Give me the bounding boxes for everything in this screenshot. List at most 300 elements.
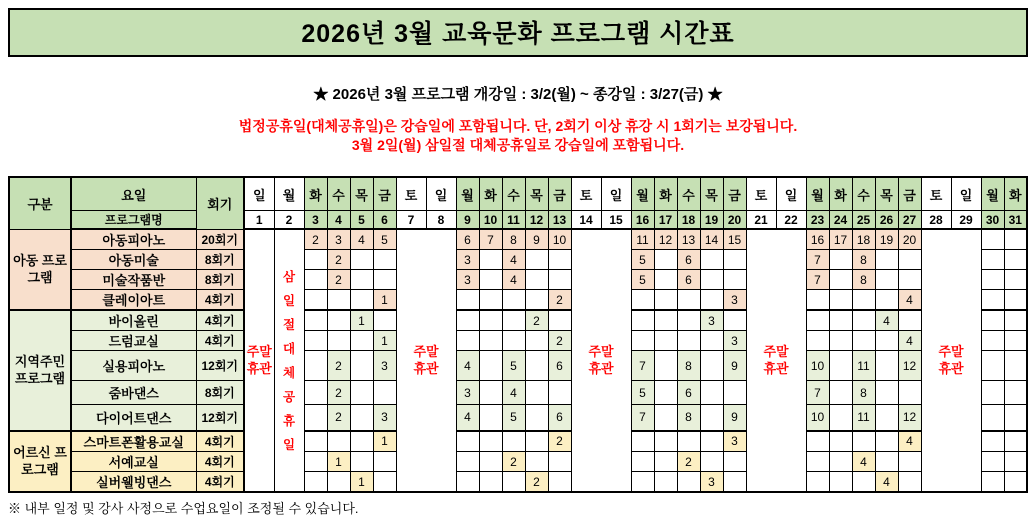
dow-header-cell: 일 (426, 177, 456, 211)
empty-day-cell (304, 331, 327, 351)
empty-day-cell (1004, 431, 1027, 452)
empty-day-cell (852, 310, 875, 331)
date-header-cell: 28 (921, 211, 951, 230)
empty-day-cell (700, 250, 723, 270)
dow-header-cell: 토 (396, 177, 426, 211)
empty-day-cell (806, 452, 829, 472)
session-number-cell: 2 (525, 472, 548, 493)
dow-header-cell: 월 (806, 177, 829, 211)
date-header-cell: 21 (746, 211, 776, 230)
session-number-cell: 1 (373, 290, 396, 311)
empty-day-cell (525, 290, 548, 311)
empty-day-cell (525, 431, 548, 452)
session-number-cell: 7 (479, 229, 502, 250)
session-number-cell: 2 (327, 351, 350, 381)
session-number-cell: 6 (677, 270, 700, 290)
session-number-cell: 10 (548, 229, 571, 250)
session-number-cell: 2 (548, 290, 571, 311)
date-header-cell: 11 (502, 211, 525, 230)
session-number-cell: 1 (373, 331, 396, 351)
empty-day-cell (1004, 381, 1027, 405)
dow-header-cell: 목 (525, 177, 548, 211)
date-header-cell: 9 (456, 211, 479, 230)
footnote: ※ 내부 일정 및 강사 사정으로 수업요일이 조정될 수 있습니다. (8, 501, 359, 516)
empty-day-cell (631, 331, 654, 351)
empty-day-cell (327, 431, 350, 452)
empty-day-cell (479, 310, 502, 331)
day-of-week-header: 요일 (71, 177, 196, 211)
holiday-column-label: 삼일절대체공휴일 (282, 269, 296, 452)
page-title: 2026년 3월 교육문화 프로그램 시간표 (8, 8, 1028, 57)
program-name-cell: 스마트폰활용교실 (71, 431, 196, 452)
empty-day-cell (981, 270, 1004, 290)
session-number-cell: 4 (875, 310, 898, 331)
date-header-cell: 3 (304, 211, 327, 230)
date-header-cell: 18 (677, 211, 700, 230)
empty-day-cell (700, 405, 723, 431)
session-number-cell: 12 (654, 229, 677, 250)
group-label-cell: 지역주민 프로그램 (9, 310, 71, 431)
program-row (9, 351, 1027, 381)
program-row (9, 250, 1027, 270)
sessions-count-cell: 4회기 (196, 452, 244, 472)
sessions-count-cell: 4회기 (196, 290, 244, 311)
session-number-cell: 3 (456, 270, 479, 290)
session-number-cell: 2 (502, 452, 525, 472)
date-header-cell: 23 (806, 211, 829, 230)
empty-day-cell (806, 290, 829, 311)
empty-day-cell (829, 310, 852, 331)
sessions-count-cell: 8회기 (196, 381, 244, 405)
empty-day-cell (700, 331, 723, 351)
empty-day-cell (981, 229, 1004, 250)
dow-header-cell: 목 (700, 177, 723, 211)
empty-day-cell (829, 250, 852, 270)
empty-day-cell (350, 452, 373, 472)
session-number-cell: 6 (677, 250, 700, 270)
session-number-cell: 3 (700, 310, 723, 331)
session-number-cell: 4 (456, 351, 479, 381)
sessions-count-cell: 8회기 (196, 250, 244, 270)
session-number-cell: 8 (677, 351, 700, 381)
session-number-cell: 20 (898, 229, 921, 250)
empty-day-cell (479, 381, 502, 405)
category-header: 구분 (9, 177, 71, 229)
empty-day-cell (373, 452, 396, 472)
empty-day-cell (677, 472, 700, 493)
empty-day-cell (479, 351, 502, 381)
empty-day-cell (502, 472, 525, 493)
program-row (9, 290, 1027, 311)
dow-header-cell: 화 (1004, 177, 1027, 211)
empty-day-cell (875, 250, 898, 270)
session-number-cell: 2 (327, 270, 350, 290)
session-number-cell: 3 (327, 229, 350, 250)
empty-day-cell (479, 452, 502, 472)
holiday-notice-line1: 법정공휴일(대체공휴일)은 강습일에 포함됩니다. 단, 2회기 이상 휴강 시 1회기는 보강됩니다. (238, 118, 798, 134)
session-number-cell: 1 (350, 310, 373, 331)
date-header-cell: 22 (776, 211, 806, 230)
empty-day-cell (373, 270, 396, 290)
session-number-cell: 3 (723, 331, 746, 351)
date-header-cell: 4 (327, 211, 350, 230)
empty-day-cell (631, 290, 654, 311)
empty-day-cell (654, 331, 677, 351)
empty-day-cell (654, 310, 677, 331)
empty-day-cell (456, 310, 479, 331)
empty-day-cell (304, 250, 327, 270)
date-header-cell: 12 (525, 211, 548, 230)
date-header-cell: 25 (852, 211, 875, 230)
empty-day-cell (548, 270, 571, 290)
holiday-notices (8, 117, 1028, 155)
empty-day-cell (350, 351, 373, 381)
empty-day-cell (350, 290, 373, 311)
session-number-cell: 9 (723, 351, 746, 381)
session-number-cell: 5 (373, 229, 396, 250)
dow-header-cell: 월 (631, 177, 654, 211)
session-number-cell: 2 (525, 310, 548, 331)
date-header-cell: 7 (396, 211, 426, 230)
program-name-cell: 드럼교실 (71, 331, 196, 351)
session-number-cell: 4 (898, 331, 921, 351)
empty-day-cell (1004, 351, 1027, 381)
weekend-closed-label: 주말휴관 (246, 344, 272, 376)
date-header-cell: 31 (1004, 211, 1027, 230)
empty-day-cell (852, 431, 875, 452)
empty-day-cell (1004, 472, 1027, 493)
session-number-cell: 8 (677, 405, 700, 431)
empty-day-cell (304, 290, 327, 311)
empty-day-cell (1004, 452, 1027, 472)
empty-day-cell (654, 381, 677, 405)
empty-day-cell (852, 331, 875, 351)
weekend-closed-label: 주말휴관 (413, 344, 439, 376)
empty-day-cell (852, 472, 875, 493)
session-number-cell: 4 (898, 290, 921, 311)
session-number-cell: 4 (502, 381, 525, 405)
empty-day-cell (654, 250, 677, 270)
program-name-cell: 실버웰빙댄스 (71, 472, 196, 493)
empty-day-cell (304, 472, 327, 493)
empty-day-cell (1004, 310, 1027, 331)
weekend-closed-cell (921, 229, 981, 492)
dow-header-cell: 월 (456, 177, 479, 211)
empty-day-cell (898, 452, 921, 472)
program-name-cell: 실용피아노 (71, 351, 196, 381)
empty-day-cell (502, 331, 525, 351)
empty-day-cell (700, 431, 723, 452)
empty-day-cell (1004, 405, 1027, 431)
empty-day-cell (327, 472, 350, 493)
session-number-cell: 2 (327, 250, 350, 270)
program-row (9, 310, 1027, 331)
session-number-cell: 8 (502, 229, 525, 250)
session-number-cell: 8 (852, 381, 875, 405)
dow-header-cell: 금 (898, 177, 921, 211)
empty-day-cell (350, 431, 373, 452)
session-number-cell: 5 (631, 250, 654, 270)
session-number-cell: 2 (327, 381, 350, 405)
empty-day-cell (677, 310, 700, 331)
empty-day-cell (806, 331, 829, 351)
empty-day-cell (723, 270, 746, 290)
empty-day-cell (479, 472, 502, 493)
session-number-cell: 2 (548, 431, 571, 452)
session-number-cell: 3 (456, 250, 479, 270)
empty-day-cell (304, 452, 327, 472)
empty-day-cell (700, 270, 723, 290)
empty-day-cell (723, 250, 746, 270)
empty-day-cell (677, 290, 700, 311)
empty-day-cell (875, 431, 898, 452)
dow-header-cell: 화 (304, 177, 327, 211)
program-name-cell: 클레이아트 (71, 290, 196, 311)
dow-header-cell: 수 (502, 177, 525, 211)
empty-day-cell (456, 331, 479, 351)
date-header-cell: 30 (981, 211, 1004, 230)
empty-day-cell (829, 351, 852, 381)
holiday-column-cell (274, 229, 304, 492)
empty-day-cell (456, 452, 479, 472)
session-number-cell: 3 (456, 381, 479, 405)
empty-day-cell (525, 381, 548, 405)
session-number-cell: 12 (898, 351, 921, 381)
empty-day-cell (502, 310, 525, 331)
session-number-cell: 2 (677, 452, 700, 472)
weekend-closed-cell (571, 229, 631, 492)
session-number-cell: 8 (852, 270, 875, 290)
program-name-cell: 바이올린 (71, 310, 196, 331)
session-number-cell: 11 (631, 229, 654, 250)
weekend-closed-cell (746, 229, 806, 492)
session-number-cell: 6 (548, 351, 571, 381)
empty-day-cell (479, 250, 502, 270)
empty-day-cell (479, 270, 502, 290)
session-number-cell: 1 (373, 431, 396, 452)
empty-day-cell (525, 250, 548, 270)
empty-day-cell (327, 331, 350, 351)
empty-day-cell (700, 452, 723, 472)
empty-day-cell (502, 431, 525, 452)
empty-day-cell (350, 331, 373, 351)
dow-header-cell: 수 (327, 177, 350, 211)
date-header-cell: 16 (631, 211, 654, 230)
sessions-count-cell: 12회기 (196, 405, 244, 431)
session-number-cell: 2 (327, 405, 350, 431)
weekend-closed-label: 주말휴관 (763, 344, 789, 376)
date-header-cell: 5 (350, 211, 373, 230)
empty-day-cell (525, 452, 548, 472)
empty-day-cell (875, 452, 898, 472)
session-number-cell: 11 (852, 351, 875, 381)
session-number-cell: 17 (829, 229, 852, 250)
empty-day-cell (875, 405, 898, 431)
dow-header-cell: 수 (852, 177, 875, 211)
empty-day-cell (898, 472, 921, 493)
dow-header-cell: 토 (746, 177, 776, 211)
program-row (9, 472, 1027, 493)
session-number-cell: 7 (806, 270, 829, 290)
session-number-cell: 9 (723, 405, 746, 431)
sessions-header: 회기 (196, 177, 244, 229)
empty-day-cell (806, 431, 829, 452)
program-row (9, 270, 1027, 290)
dow-header-cell: 월 (274, 177, 304, 211)
session-number-cell: 6 (456, 229, 479, 250)
date-header-cell: 20 (723, 211, 746, 230)
date-header-cell: 17 (654, 211, 677, 230)
empty-day-cell (981, 331, 1004, 351)
empty-day-cell (373, 472, 396, 493)
empty-day-cell (548, 472, 571, 493)
dow-header-cell: 일 (244, 177, 274, 211)
session-number-cell: 7 (631, 351, 654, 381)
session-number-cell: 4 (456, 405, 479, 431)
session-number-cell: 4 (852, 452, 875, 472)
session-number-cell: 16 (806, 229, 829, 250)
empty-day-cell (1004, 270, 1027, 290)
empty-day-cell (981, 290, 1004, 311)
empty-day-cell (700, 290, 723, 311)
empty-day-cell (723, 381, 746, 405)
session-number-cell: 7 (806, 381, 829, 405)
empty-day-cell (723, 472, 746, 493)
empty-day-cell (525, 351, 548, 381)
session-number-cell: 5 (502, 405, 525, 431)
date-header-cell: 19 (700, 211, 723, 230)
session-number-cell: 5 (631, 270, 654, 290)
date-header-cell: 26 (875, 211, 898, 230)
empty-day-cell (456, 472, 479, 493)
dow-header-cell: 목 (350, 177, 373, 211)
empty-day-cell (479, 405, 502, 431)
empty-day-cell (350, 381, 373, 405)
session-number-cell: 11 (852, 405, 875, 431)
session-number-cell: 9 (525, 229, 548, 250)
sessions-count-cell: 8회기 (196, 270, 244, 290)
empty-day-cell (806, 472, 829, 493)
empty-day-cell (304, 310, 327, 331)
date-header-cell: 24 (829, 211, 852, 230)
empty-day-cell (1004, 331, 1027, 351)
empty-day-cell (875, 381, 898, 405)
session-number-cell: 3 (373, 351, 396, 381)
empty-day-cell (898, 310, 921, 331)
date-header-cell: 1 (244, 211, 274, 230)
empty-day-cell (829, 270, 852, 290)
date-header-cell: 8 (426, 211, 456, 230)
program-row (9, 405, 1027, 431)
date-header-cell: 27 (898, 211, 921, 230)
sessions-count-cell: 12회기 (196, 351, 244, 381)
session-number-cell: 1 (327, 452, 350, 472)
session-number-cell: 18 (852, 229, 875, 250)
session-number-cell: 14 (700, 229, 723, 250)
group-label-cell: 어르신 프로그램 (9, 431, 71, 493)
empty-day-cell (829, 431, 852, 452)
dow-header-cell: 화 (654, 177, 677, 211)
empty-day-cell (350, 405, 373, 431)
dow-header-cell: 금 (373, 177, 396, 211)
dow-header-cell: 목 (875, 177, 898, 211)
program-name-cell: 줌바댄스 (71, 381, 196, 405)
empty-day-cell (654, 472, 677, 493)
empty-day-cell (654, 452, 677, 472)
program-name-header: 프로그램명 (71, 211, 196, 230)
empty-day-cell (525, 331, 548, 351)
empty-day-cell (654, 270, 677, 290)
dow-header-cell: 금 (548, 177, 571, 211)
program-name-cell: 아동피아노 (71, 229, 196, 250)
session-number-cell: 13 (677, 229, 700, 250)
empty-day-cell (654, 351, 677, 381)
empty-day-cell (723, 310, 746, 331)
empty-day-cell (981, 472, 1004, 493)
program-row (9, 381, 1027, 405)
session-number-cell: 3 (723, 290, 746, 311)
empty-day-cell (875, 351, 898, 381)
program-row (9, 229, 1027, 250)
weekend-closed-cell (396, 229, 456, 492)
session-number-cell: 2 (304, 229, 327, 250)
program-name-cell: 아동미술 (71, 250, 196, 270)
empty-day-cell (654, 290, 677, 311)
empty-day-cell (654, 431, 677, 452)
empty-day-cell (852, 290, 875, 311)
empty-day-cell (1004, 290, 1027, 311)
session-number-cell: 12 (898, 405, 921, 431)
empty-day-cell (502, 290, 525, 311)
empty-day-cell (875, 270, 898, 290)
empty-day-cell (677, 331, 700, 351)
empty-day-cell (829, 472, 852, 493)
session-number-cell: 4 (502, 270, 525, 290)
dow-header-cell: 토 (921, 177, 951, 211)
empty-day-cell (981, 452, 1004, 472)
empty-day-cell (479, 331, 502, 351)
empty-day-cell (829, 405, 852, 431)
session-number-cell: 4 (898, 431, 921, 452)
group-label-cell: 아동 프로그램 (9, 229, 71, 310)
date-header-cell: 10 (479, 211, 502, 230)
session-number-cell: 10 (806, 405, 829, 431)
dow-header-cell: 수 (677, 177, 700, 211)
program-name-cell: 서예교실 (71, 452, 196, 472)
empty-day-cell (304, 405, 327, 431)
dow-header-cell: 일 (776, 177, 806, 211)
date-header-cell: 15 (601, 211, 631, 230)
session-number-cell: 3 (723, 431, 746, 452)
empty-day-cell (700, 351, 723, 381)
empty-day-cell (875, 290, 898, 311)
session-number-cell: 7 (631, 405, 654, 431)
date-header-cell: 13 (548, 211, 571, 230)
empty-day-cell (548, 250, 571, 270)
session-number-cell: 5 (502, 351, 525, 381)
empty-day-cell (829, 452, 852, 472)
empty-day-cell (829, 331, 852, 351)
empty-day-cell (981, 431, 1004, 452)
empty-day-cell (829, 290, 852, 311)
dow-header-cell: 일 (951, 177, 981, 211)
session-number-cell: 4 (875, 472, 898, 493)
empty-day-cell (548, 310, 571, 331)
empty-day-cell (723, 452, 746, 472)
holiday-notice-line2: 3월 2일(월) 삼일절 대체공휴일로 강습일에 포함됩니다. (351, 137, 685, 153)
empty-day-cell (373, 310, 396, 331)
empty-day-cell (875, 331, 898, 351)
